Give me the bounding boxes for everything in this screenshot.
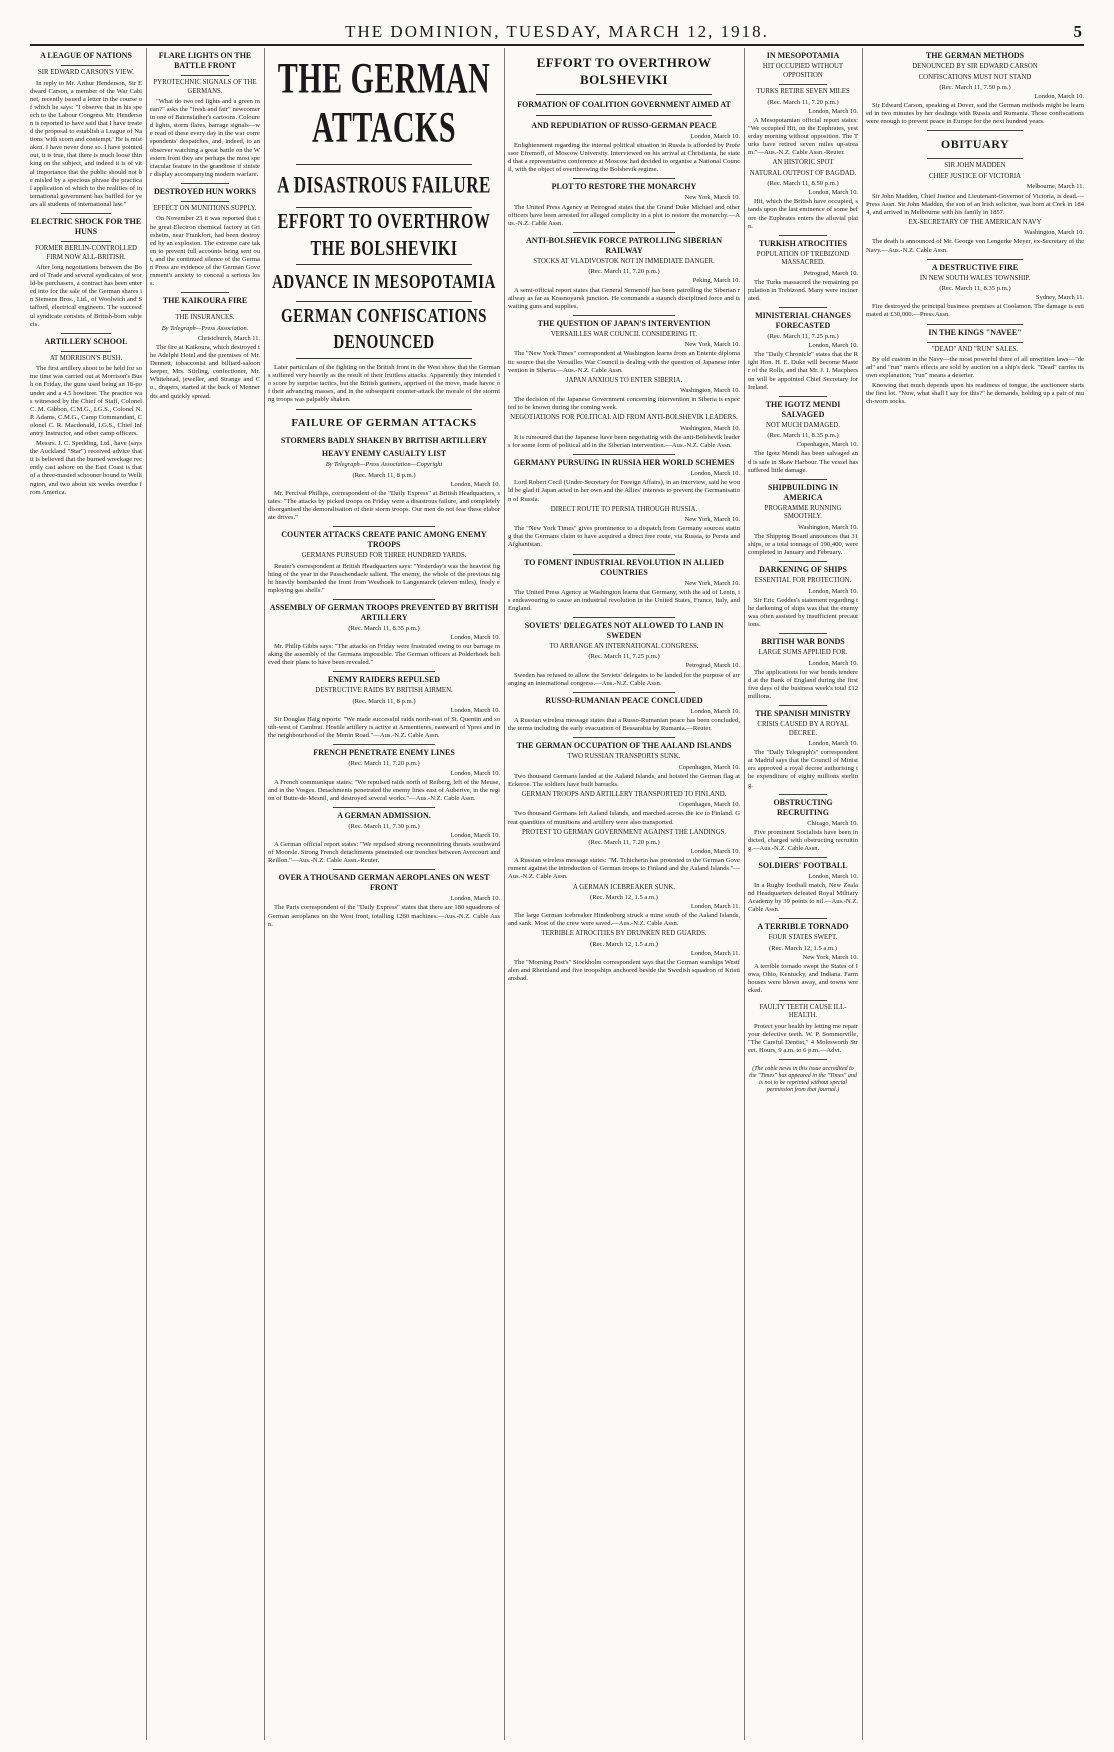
article-body: The "Morning Post's" Stockholm correspondent says that the German warships Westfalen and Rheinland and five troopships anchored beside the Swedish squadron of Kristiansbad. — [508, 959, 740, 983]
divider — [181, 310, 229, 311]
headline: GERMANY PURSUING IN RUSSIA HER WORLD SCHEMES — [513, 458, 735, 468]
subheading: LARGE SUMS APPLIED FOR. — [758, 649, 848, 657]
article-body: Sir John Madden, Chief Justice and Lieutenant-Governor of Victoria, is dead.—Press Assn. Sir John Madden, the son of an Irish solicitor, was born at Cork in 1844, and arrived in Melbourne with his family in 1857. — [866, 192, 1084, 216]
divider — [779, 84, 827, 85]
divider — [779, 307, 827, 308]
advertisement-text: Protect your health by letting me repair your defective teeth. W. P. Sommerville, "The Careful Dentist," 4 Molesworth Street. Hours, 9 a.m. to 6 p.m.—Advt. — [748, 1022, 858, 1054]
headline: A GERMAN ADMISSION. — [337, 810, 431, 820]
article-body: Enlightenment regarding the internal political situation in Russia is afforded by Professor Efremoff, of Moscow University. Interviewed on his arrival at Christiania, he stated that a representative conference at Moscow had decided to organise a National Council, with the object of overthrowing the Bolshevik regime. — [508, 142, 740, 174]
article-body: Mr. Percival Phillips, correspondent of the "Daily Express" at British Headquarters, states: "The attacks by picked troops on Friday were a disastrous failure, and completely disorganised the demoralisation of their storm troops. Our men do not fear these elaborate drives." — [268, 489, 500, 522]
dateline: London, March 10. — [690, 470, 740, 478]
headline: OBSTRUCTING RECRUITING — [773, 797, 833, 817]
headline: A DESTRUCTIVE FIRE — [931, 262, 1019, 272]
divider — [573, 554, 675, 555]
headline: ENEMY RAIDERS REPULSED — [327, 675, 441, 685]
column-2 — [150, 48, 260, 1740]
article-body: In reply to Mr. Arthur Henderson, Sir Edward Carson, a member of the War Cabinet, recently issued a letter in the course of which he says: "I observe that in his speech to the Labour Congress Mr. Henderson is reported to have said that I have treated the proposal to establish a League of Nations 'with scorn and contempt.' He is mistaken. I have never done so. I have pointed out, it is true, that there is much loose thinking on the subject, and indeed it is of vital importance that the public should not be misled by a specious phrase the practical application of which to the realities of international government has baffled for years all students of international law." — [30, 79, 142, 208]
article-body: The Igotz Mendi has been salvaged and is safe in Skaw Harbour. The vessel has suffered little damage. — [748, 450, 858, 474]
dateline: London, March 10. — [690, 848, 740, 856]
article-body: Sir Eric Geddes's statement regarding the darkening of ships was that the enemy was often assisted by insufficient precautions. — [748, 596, 858, 628]
headline: ASSEMBLY OF GERMAN TROOPS PREVENTED BY BRITISH ARTILLERY — [269, 603, 499, 622]
column-3 — [268, 48, 500, 1740]
article-body: A semi-official report states that General Semenoff has been patrolling the Siberian railway as far as Krasnoyarsk junction. He commands a staunch disciplined force and is waiting guns and supplies. — [508, 286, 740, 310]
headline: SHIPBUILDING IN AMERICA — [767, 482, 838, 502]
subheading: NEGOTIATIONS FOR POLITICAL AID FROM ANTI-BOLSHEVIK LEADERS. — [510, 414, 738, 422]
subheading: GERMAN TROOPS AND ARTILLERY TRANSPORTED TO FINLAND. — [521, 790, 727, 798]
headline: ARTILLERY SCHOOL — [44, 336, 128, 346]
received-time: (Rec. March 11, 7.25 p.m.) — [588, 653, 660, 661]
headline: EFFORT TO OVERTHROW BOLSHEVIKI — [536, 55, 712, 87]
dateline: London, March 10. — [808, 342, 858, 350]
dateline: London, March 10. — [808, 189, 858, 197]
masthead — [30, 22, 1084, 44]
received-time: (Rec. March 12, 1.5 a.m.) — [590, 940, 658, 948]
column-6 — [866, 48, 1084, 1740]
article-body: The "New York Times" gives prominence to a dispatch from Germany sources stating that the Germans claim to have acquired a direct free route, via Russia, to Persia and Afghanistan. — [508, 525, 740, 549]
divider — [927, 130, 1023, 131]
subheading: TO ARRANGE AN INTERNATIONAL CONGRESS. — [549, 642, 699, 650]
headline: DARKENING OF SHIPS — [759, 565, 847, 575]
received-time: (Rec. March 11, 8.35 p.m.) — [939, 285, 1011, 293]
divider — [779, 857, 827, 858]
dateline: Copenhagen, March 10. — [678, 801, 740, 809]
article-intro: Later particulars of the fighting on the British front in the West show that the Germans suffered very heavily as the result of their fruitless attacks. Apparently they intended to score by surprise tactics, but the British gunners, apprised of the move, made havoc of their advancing masses, and in the subsequent counter-attack the morale of the storming troops was palpably shaken. — [268, 364, 500, 404]
headline: EFFORT TO OVERTHROW THE BOLSHEVIKI — [277, 210, 491, 261]
subheading: DESTRUCTIVE RAIDS BY BRITISH AIRMEN. — [315, 687, 453, 695]
divider — [779, 633, 827, 634]
dateline: Copenhagen, March 10. — [678, 763, 740, 771]
subheading: VERSAILLES WAR COUNCIL CONSIDERING IT. — [550, 330, 698, 338]
article-body: Knowing that much depends upon his readiness of tongue, the auctioneer starts the first lot. "Now, what shall I say for this?" he demands, holding up a pair of much-worn socks. — [866, 382, 1084, 406]
article-body: Hit, which the British have occupied, stands upon the last eminence of some before the Euphrates enters the alluvial plain. — [748, 198, 858, 230]
divider — [333, 599, 435, 600]
article-body: Mr. Philip Gibbs says: "The attacks on Friday were frustrated owing to our barrage making the assembly of the Germans impossible. The German officers at Polderhoek believed their plans to have been revealed." — [268, 643, 500, 667]
article-body: Sweden has refused to allow the Soviets' delegates to be landed for the purpose of arranging an international congress.—Aus.-N.Z. Cable Assn. — [508, 671, 740, 687]
headline: TO FOMENT INDUSTRIAL REVOLUTION IN ALLIED COUNTRIES — [524, 557, 724, 577]
article-body: Five prominent Socialists have been indicted, charged with obstructing recruiting.—Aus.-N.Z. Cable Assn. — [748, 828, 858, 852]
dateline: Copenhagen, March 10. — [796, 441, 858, 449]
headline: TURKISH ATROCITIES — [758, 238, 848, 248]
article-body: A French communique states: "We repulsed raids north of Reiberg, left of the Meuse, and in the Vosges. Detachments penetrated the enemy lines east of Auberive, in the region of Butte-de-Mesnil, and destroyed several works."—Aus.-N.Z. Cable Assn. — [268, 778, 500, 802]
article-body: Two thousand Germans landed at the Aaland Islands, and hoisted the German flag at Eckeroe. The soldiers have built barracks. — [508, 772, 740, 788]
divider — [181, 183, 229, 184]
byline: By Telegraph—Press Association. — [161, 324, 249, 332]
dateline: London, March 11. — [690, 903, 740, 911]
dateline: New York, March 10. — [802, 954, 858, 962]
received-time: (Rec. March 11, 7.20 p.m.) — [588, 839, 660, 847]
divider — [61, 241, 110, 242]
dateline: New York, March 10. — [684, 341, 740, 349]
divider — [573, 232, 675, 233]
divider — [333, 869, 435, 870]
divider — [927, 158, 1023, 159]
subheading: FAULTY TEETH CAUSE ILL-HEALTH. — [759, 1003, 847, 1019]
divider — [573, 692, 675, 693]
article-body: A Russian wireless message states: "M. Tchicherin has protested to the German Government against the introduction of German troops to Finland and the Aaland Islands."—Aus.-N.Z. Cable Assn. — [508, 857, 740, 881]
dateline: London, March 10. — [808, 587, 858, 595]
divider — [573, 315, 675, 316]
article-body: The Shipping Board announces that 31 ships, or a total tonnage of 190,400, were completed in January and February. — [748, 532, 858, 556]
dateline: Washington, March 10. — [798, 523, 858, 531]
headline: PLOT TO RESTORE THE MONARCHY — [551, 182, 697, 192]
dateline: Peking, March 10. — [692, 277, 740, 285]
headline: FRENCH PENETRATE ENEMY LINES — [313, 748, 455, 758]
subheading: NATURAL OUTPOST OF BAGDAD. — [749, 169, 857, 177]
dateline: Washington, March 10. — [680, 387, 740, 395]
subheading: IN NEW SOUTH WALES TOWNSHIP. — [919, 274, 1031, 282]
dateline: London, March 11. — [690, 950, 740, 958]
headline: A LEAGUE OF NATIONS — [40, 51, 132, 60]
subheading: GERMANS PURSUED FOR THREE HUNDRED YARDS. — [301, 552, 467, 560]
headline: THE QUESTION OF JAPAN'S INTERVENTION — [537, 318, 711, 328]
dateline: New York, March 10. — [684, 194, 740, 202]
dateline: Christchurch, March 11. — [197, 334, 260, 342]
dateline: London, March 10. — [450, 480, 500, 488]
headline: STORMERS BADLY SHAKEN BY BRITISH ARTILLERY — [280, 436, 488, 446]
dateline: London, March 10. — [690, 133, 740, 140]
dateline: New York, March 10. — [684, 579, 740, 587]
column-1 — [30, 48, 142, 1740]
byline: By Telegraph—Press Association—Copyright — [325, 461, 443, 469]
dateline: Washington, March 10. — [1024, 229, 1084, 237]
article-body: After long negotiations between the Board of Trade and several syndicates of world-be purchasers, a contract has been entered into for the sale of the German shares in Siemens Bros., Ltd., of Woolwich and Stafford, electrical engineers. The successful syndicate consists of British-born subjects. — [30, 264, 142, 328]
subheading: AT MORRISON'S BUSH. — [49, 354, 123, 362]
subheading: TERRIBLE ATROCITIES BY DRUNKEN RED GUARDS. — [541, 930, 707, 938]
dateline: London, March 10. — [450, 769, 500, 777]
received-time: (Rec. March 11, 7.20 p.m.) — [767, 98, 839, 106]
article-body: The United Press Agency at Washington learns that Germany, with the aid of Lenin, is endeavouring to cause an industrial revolution in the United States, France, Italy, and England. — [508, 588, 740, 612]
article-body: Two thousand Germans left Aaland Islands, and marched across the ice to Finland. Great quantities of munitions and artillery were also transported. — [508, 810, 740, 826]
article-body: The "Daily Telegraph's" correspondent at Madrid says that the Council of Ministers approved a royal decree authorising the expenditure of eighty millions sterling. — [748, 749, 858, 789]
dateline: New York, March 10. — [684, 516, 740, 524]
divider — [296, 358, 472, 359]
headline: MINISTERIAL CHANGES FORECASTED — [755, 311, 851, 331]
divider — [927, 342, 1023, 343]
article-body: Sir Edward Carson, speaking at Dover, said the German methods might be learned in two minutes by her dealings with Russia and Rumania. Those confiscations were enough to prevent peace in Europe for the next hundred years. — [866, 102, 1084, 126]
received-time: (Rec. March 11, 8 p.m.) — [352, 697, 416, 705]
dateline: Sydney, March 11. — [1036, 294, 1084, 302]
subheading: DIRECT ROUTE TO PERSIA THROUGH RUSSIA. — [550, 505, 698, 513]
divider — [536, 94, 712, 95]
dateline: Petrograd, March 10. — [803, 269, 858, 277]
subheading: "DEAD" AND "RUN" SALES. — [931, 345, 1019, 353]
divider — [61, 333, 110, 334]
divider — [779, 705, 827, 706]
subheading: A GERMAN ICEBREAKER SUNK. — [573, 883, 675, 891]
article-body: The "Daily Chronicle" states that the Right Hon. H. E. Duke will become Master of the Rolls, and that Mr. J. I. Macpherson will be appointed Chief Secretary for Ireland. — [748, 351, 858, 391]
subheading: POPULATION OF TREBIZOND MASSACRED. — [756, 250, 850, 267]
page-number: 5 — [1073, 22, 1084, 41]
headline: A DISASTROUS FAILURE — [277, 172, 491, 199]
article-body: The Paris correspondent of the "Daily Express" states that there are 180 squadrons of German aeroplanes on the West front, totalling 1260 machines.—Aus.-N.Z. Cable Assn. — [268, 904, 500, 928]
column-5 — [748, 48, 858, 1740]
article-body: "What do two red lights and a green mean?" asks the "fresh and fair" newcomer in one of Bairnsfather's cartoons. Coloured lights, storm flares, barrage signals—we read of these every day in the war correspondents' despatches, and, indeed, to an observer watching a great battle on the Western front they are perhaps the most spectacular feature in the grandiose if sinister display accompanying modern warfare. — [150, 98, 260, 178]
divider — [927, 259, 1023, 260]
headline: IN MESOPOTAMIA — [766, 51, 840, 60]
dateline: London, March 10. — [450, 832, 500, 839]
subheading: FOUR STATES SWEPT. — [768, 934, 838, 942]
received-time: (Rec. March 12, 1.5 a.m.) — [590, 894, 658, 902]
footnote: (The cable news in this issue accredited to the "Times" has appeared in the "Times" and is not to be reprinted without special permission from that journal.) — [749, 1065, 857, 1094]
headline: THE IGOTZ MENDI SALVAGED — [765, 399, 841, 419]
subheading: SIR JOHN MADDEN — [944, 162, 1006, 170]
received-time: (Rec. March 11, 7.30 p.m.) — [348, 822, 420, 830]
subheading: CONFISCATIONS MUST NOT STAND — [918, 73, 1032, 81]
divider — [779, 794, 827, 795]
received-time: (Rec. March 11, 8 p.m.) — [352, 471, 416, 479]
article-body: Fire destroyed the principal business premises at Coolamon. The damage is estimated at £30,000.—Press Assn. — [866, 303, 1084, 319]
divider — [779, 1000, 827, 1001]
dateline: London, March 10. — [1034, 93, 1084, 101]
subheading: ESSENTIAL FOR PROTECTION. — [754, 577, 852, 585]
divider — [779, 918, 827, 919]
dateline: Petrograd, March 10. — [685, 662, 740, 670]
article-body: A Mesopotamian official report states: "We occupied Hit, on the Euphrates, yesterday morning without opposition. The Turks have retired seven miles up-stream."—Aus.-N.Z. Cable Assn.-Reuter. — [748, 116, 858, 157]
article-body: The "New York Times" correspondent at Washington learns from an Entente diplomatic source that the Versailles War Council is dealing with the question of Japanese intervention in Siberia.—Aus.-N.Z. Cable Assn. — [508, 350, 740, 374]
divider — [61, 65, 110, 66]
subheading: PYROTECHNIC SIGNALS OF THE GERMANS. — [153, 79, 257, 95]
subheading: SIR EDWARD CARSON'S VIEW. — [37, 69, 134, 76]
main-headline: THE GERMAN ATTACKS — [277, 54, 491, 152]
dateline: London, March 10. — [808, 107, 858, 115]
article-body: The death is announced of Mr. George von Lengerke Meyer, ex-Secretary of the Navy.—Aus.-N.Z. Cable Assn. — [866, 238, 1084, 254]
dateline: London, March 10. — [808, 740, 858, 748]
subheading: PROTEST TO GERMAN GOVERNMENT AGAINST THE LANDINGS. — [521, 828, 727, 836]
received-time: (Rec. March 11, 7.20 p.m.) — [588, 268, 660, 276]
headline: HEAVY ENEMY CASUALTY LIST — [321, 449, 447, 459]
received-time: (Rec. March 11, 7.25 p.m.) — [767, 333, 839, 341]
headline: FLARE LIGHTS ON THE BATTLE FRONT — [158, 51, 252, 70]
headline: THE GERMAN METHODS — [925, 51, 1025, 60]
article-body: Reuter's correspondent at British Headquarters says: "Yesterday's was the heaviest fighting of the year in the Passchendaele salient. The enemy, the whole of the previous night heavily bombarded the front from Westhoek to Langemarck (eleven miles), freely employing gas shells." — [268, 562, 500, 594]
divider — [333, 744, 435, 745]
dateline: Melbourne, March 11. — [1026, 183, 1084, 191]
subheading: EFFECT ON MUNITIONS SUPPLY. — [153, 204, 257, 212]
divider — [181, 201, 229, 202]
divider — [333, 526, 435, 527]
divider — [296, 164, 472, 165]
subheading: THE INSURANCES. — [175, 314, 235, 322]
headline: ELECTRIC SHOCK FOR THE HUNS — [30, 217, 142, 236]
received-time: (Rec. March 11, 7.50 p.m.) — [939, 84, 1011, 91]
headline: OVER A THOUSAND GERMAN AEROPLANES ON WEST FRONT — [278, 873, 490, 893]
column-rule — [862, 48, 863, 1740]
dateline: Chicago, March 10. — [807, 819, 858, 827]
article-body: Sir Douglas Haig reports: "We made successful raids north-east of St. Quentin and south-west of Cambrai. Hostile artillery is active at Armentieres, eastward of Ypres and in the neighbourhood of the Menin Road."—Aus.-N.Z. Cable Assn. — [268, 716, 500, 740]
article-body: The applications for war bonds tendered at the Bank of England during the first five days of the business week's total £12 millions. — [748, 668, 858, 700]
divider — [927, 324, 1023, 325]
article-body: The Turks massacred the remaining population in Trebizond. Many were incinerated. — [748, 278, 858, 302]
headline: COUNTER ATTACKS CREATE PANIC AMONG ENEMY TROOPS — [281, 530, 487, 550]
divider — [181, 75, 229, 76]
dateline: London, March 10. — [450, 707, 500, 715]
headline: AND REPUDIATION OF RUSSO-GERMAN PEACE — [531, 121, 717, 130]
headline: DESTROYED HUN WORKS — [153, 186, 257, 196]
received-time: (Rec. March 11, 8.35 p.m.) — [767, 432, 839, 440]
divider — [181, 292, 229, 293]
received-time: (Rec. March 12, 1.5 a.m.) — [769, 944, 837, 952]
article-body: The fire at Kaikoura, which destroyed the Adelphi Hotel and the premises of Mr. Dennett, tobacconist and billiard-saloon keeper, Mrs. Stirling, confectioner, Mr. Whitehead, jeweller, and Strange and Co., drapers, started at the back of Mennerdts and quickly spread. — [150, 343, 260, 400]
subheading: JAPAN ANXIOUS TO ENTER SIBERIA. — [565, 376, 683, 384]
divider — [296, 409, 472, 410]
column-4 — [508, 48, 740, 1740]
article-body: A German official report states: "We repulsed strong reconnoitring thrusts southward of Moorsle. Strong French detachments penetrated our trenches between Avrecourt and Reillon."—Aus.-N.Z. Cable Assn.-Reuter. — [268, 841, 500, 865]
dateline: London, March 10. — [808, 659, 858, 667]
subheading: NOT MUCH DAMAGED. — [765, 421, 841, 429]
divider — [779, 1059, 827, 1060]
divider — [333, 671, 435, 672]
divider — [573, 737, 675, 738]
headline: THE GERMAN OCCUPATION OF THE AALAND ISLANDS — [516, 741, 732, 751]
article-body: A Russian wireless message states that a Russo-Rumanian peace has been concluded, the terms including the early evacuation of Bessarabia by Rumania.—Reuter. — [508, 716, 740, 732]
headline: A TERRIBLE TORNADO — [757, 922, 849, 932]
headline: GERMAN CONFISCATIONS DENOUNCED — [281, 306, 487, 354]
article-body: The decision of the Japanese Government concerning intervention in Siberia is expected to be known during the coming week. — [508, 396, 740, 412]
subheading: TWO RUSSIAN TRANSPORTS SUNK. — [567, 753, 681, 761]
headline: ANTI-BOLSHEVIK FORCE PATROLLING SIBERIAN RAILWAY — [526, 235, 722, 255]
column-rule — [504, 48, 505, 1740]
divider — [296, 207, 472, 208]
masthead-rule — [30, 44, 1084, 46]
received-time: (Rec. March 11, 8.50 p.m.) — [767, 180, 839, 188]
article-body: A terrible tornado swept the States of Iowa, Ohio, Kentucky, and Indiana. Farmhouses were blown away, and towns wrecked. — [748, 963, 858, 995]
column-rule — [146, 48, 147, 1740]
headline: THE SPANISH MINISTRY — [755, 709, 851, 719]
article-body: Lord Robert Cecil (Under-Secretary for Foreign Affairs), in an interview, said he would be glad if Japan acted in her own and the Allies' interests to prevent the Germanisation of Russia. — [508, 479, 740, 503]
dateline: London, March 10. — [808, 872, 858, 880]
divider — [536, 115, 712, 116]
divider — [573, 617, 675, 618]
subheading: STOCKS AT VLADIVOSTOK NOT IN IMMEDIATE DANGER. — [533, 257, 715, 265]
article-body: It is rumoured that the Japanese have been negotiating with the anti-Bolshevik leaders for some form of political aid in the Siberian intervention.—Aus.-N.Z. Cable Assn. — [508, 434, 740, 450]
dateline: Washington, March 10. — [680, 424, 740, 432]
article-body: In a Rugby football match, New Zealand Headquarters defeated Royal Military Academy by 39 points to nil.—Aus.-N.Z. Cable Assn. — [748, 882, 858, 914]
divider — [779, 561, 827, 562]
dateline: London, March 10. — [690, 707, 740, 715]
article-body: Messrs. J. C. Spedding, Ltd., have (says the Auckland "Star") received advice that it is believed that the burned wreckage recently cast ashore on the East Coast is that of a three-masted schooner bound to Wellington, and two about six weeks overdue from America. — [30, 440, 142, 496]
dateline: London, March 10. — [450, 634, 500, 642]
divider — [573, 454, 675, 455]
headline: FAILURE OF GERMAN ATTACKS — [291, 417, 477, 430]
subheading: HIT OCCUPIED WITHOUT OPPOSITION — [762, 63, 844, 79]
received-time: (Rec. March 11, 8.35 p.m.) — [348, 625, 420, 632]
subheading: DENOUNCED BY SIR EDWARD CARSON — [912, 63, 1038, 70]
headline: OBITUARY — [940, 137, 1010, 152]
subheading: EX-SECRETARY OF THE AMERICAN NAVY — [908, 218, 1042, 226]
headline: IN THE KINGS "NAVEE" — [928, 327, 1022, 337]
article-body: The large German icebreaker Hindenburg struck a mine south of the Aaland Islands, and sank. Most of the crew were saved.—Aus.-N.Z. Cable Assn. — [508, 912, 740, 928]
article-body: By old custom in the Navy—the most powerful there of all unwritten laws—"dead" and "run" men's effects are sold by auction on a ship's deck. "Dead" carries its own explanation; "run" means a deserter. — [866, 356, 1084, 380]
headline: FORMATION OF COALITION GOVERNMENT AIMED AT — [517, 100, 731, 109]
headline: THE KAIKOURA FIRE — [162, 296, 248, 306]
received-time: (Rec. March 11, 7.20 p.m.) — [348, 760, 420, 768]
column-rule — [744, 48, 745, 1740]
article-body: On November 23 it was reported that the great Electron chemical factory at Griesheim, near Frankfort, had been destroyed by an explosion. The extreme care taken to prevent full accounts being sent out, and the continued silence of the German Press are evidence of the German Government's anxiety to conceal a serious loss. — [150, 215, 260, 288]
divider — [296, 301, 472, 302]
subheading: TURKS RETIRE SEVEN MILES — [756, 88, 850, 95]
headline: BRITISH WAR BONDS — [761, 637, 845, 647]
divider — [61, 213, 110, 214]
divider — [573, 178, 675, 179]
masthead-title: THE DOMINION, TUESDAY, MARCH 12, 1918. — [345, 22, 769, 41]
divider — [333, 807, 435, 808]
divider — [296, 264, 472, 265]
headline: SOVIETS' DELEGATES NOT ALLOWED TO LAND IN SWEDEN — [524, 620, 724, 640]
dateline: London, March 10. — [450, 895, 500, 903]
subheading: CHIEF JUSTICE OF VICTORIA — [928, 172, 1022, 180]
headline: SOLDIERS' FOOTBALL — [758, 860, 848, 870]
divider — [61, 351, 110, 352]
subheading: AN HISTORIC SPOT — [772, 159, 834, 167]
divider — [779, 396, 827, 397]
subheading: FORMER BERLIN-CONTROLLED FIRM NOW ALL-BRITISH. — [35, 245, 137, 261]
subheading: CRISIS CAUSED BY A ROYAL DECREE. — [757, 721, 849, 737]
article-body: The first artillery shoot to be held for some time was carried out at Morrison's Bush on Friday, the guns used being an 18-pounder and a 4.5 howitzer. The practice was witnessed by the Chief of Staff, Colonel C. M. Gibbon, C.M.G., I.G.S., Colonel N. P. Adams, C.M.G., Camp Commandant, Colonel C. R. Macdonald, I.G.S., Chief Infantry Instructor, and other camp officers. — [30, 365, 142, 437]
column-rule — [264, 48, 265, 1740]
headline: RUSSO-RUMANIAN PEACE CONCLUDED — [545, 695, 703, 705]
headline: ADVANCE IN MESOPOTAMIA — [272, 272, 496, 294]
divider — [779, 235, 827, 236]
divider — [779, 479, 827, 480]
article-body: The United Press Agency at Petrograd states that the Grand Duke Michael and other officers have been arrested for alleged complicity in a plot to restore the monarchy.—Aus.-N.Z. Cable Assn. — [508, 203, 740, 227]
subheading: PROGRAMME RUNNING SMOOTHLY. — [764, 504, 842, 521]
